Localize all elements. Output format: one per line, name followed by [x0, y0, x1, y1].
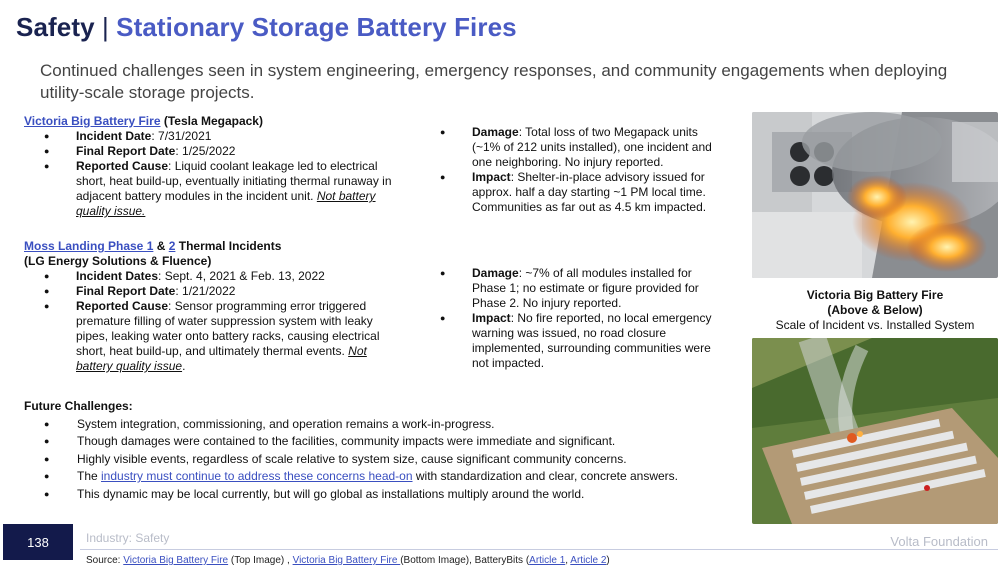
page-title [16, 12, 517, 43]
source-line: Source: Victoria Big Battery Fire (Top Image) , Victoria Big Battery Fire (Bottom Image), BatteryBits (Article 1, Article 2) [86, 555, 610, 566]
victoria-report-date: ● Final Report Date: 1/25/2022 [24, 144, 404, 159]
victoria-incident-date: ● Incident Date: 7/31/2021 [24, 129, 404, 144]
future-challenges [24, 398, 724, 503]
brand-label: Volta Foundation [890, 534, 988, 549]
source-link-2[interactable]: Victoria Big Battery Fire [292, 555, 401, 566]
victoria-details [24, 114, 404, 219]
moss-incident-dates: ● Incident Dates: Sept. 4, 2021 & Feb. 13, 2022 [24, 269, 404, 284]
title-part1: Safety [16, 12, 95, 42]
section-label: Industry: Safety [86, 531, 170, 545]
future-item: ● System integration, commissioning, and operation remains a work-in-progress. [24, 416, 724, 434]
future-item: ● Highly visible events, regardless of scale relative to system size, cause significant community concerns. [24, 451, 724, 469]
moss-report-date: ● Final Report Date: 1/21/2022 [24, 284, 404, 299]
moss-cause: ● Reported Cause: Sensor programming error triggered premature filling of water suppression system with leaky pipes, leaking water onto battery racks, causing electrical short, heat build-up, and ultimately thermal events. Not battery quality issue. [24, 299, 404, 374]
future-item: ● The industry must continue to address these concerns head-on with standardization and clear, concrete answers. [24, 468, 724, 486]
footer-divider [80, 549, 998, 550]
moss-impact-item: ● Impact: No fire reported, no local emergency warning was issued, no road closure implemented, surrounding communities were not impacted. [420, 311, 725, 371]
source-link-article2[interactable]: Article 2 [570, 555, 607, 566]
moss-details [24, 239, 404, 374]
moss-phase1-link[interactable]: Moss Landing Phase 1 [24, 239, 154, 253]
subtitle: Continued challenges seen in system engineering, emergency responses, and community engagements when deploying utility-scale storage projects. [40, 61, 948, 102]
victoria-damage: ● Damage: Total loss of two Megapack units (~1% of 212 units installed), one incident and one neighboring. No injury reported. [420, 125, 725, 170]
title-separator: | [94, 12, 117, 42]
victoria-link[interactable]: Victoria Big Battery Fire [24, 114, 161, 128]
fire-photo-top [752, 112, 998, 278]
moss-heading: Moss Landing Phase 1 & 2 Thermal Incidents [24, 239, 282, 253]
future-item: ● This dynamic may be local currently, but will go global as installations multiply around the world. [24, 486, 724, 504]
future-item: ● Though damages were contained to the facilities, community impacts were immediate and significant. [24, 433, 724, 451]
industry-concerns-link[interactable]: industry must continue to address these concerns head-on [101, 469, 413, 483]
victoria-impact [420, 125, 725, 215]
fire-photo-bottom [752, 338, 998, 524]
moss-impact [420, 266, 725, 371]
moss-damage: ● Damage: ~7% of all modules installed for Phase 1; no estimate or figure provided for Phase 2. No injury reported. [420, 266, 725, 311]
moss-subheading: (LG Energy Solutions & Fluence) [24, 254, 212, 268]
title-part2: Stationary Storage Battery Fires [116, 12, 517, 42]
moss-phase2-link[interactable]: 2 [168, 239, 176, 253]
victoria-heading: Victoria Big Battery Fire (Tesla Megapack) [24, 114, 263, 128]
source-link-1[interactable]: Victoria Big Battery Fire [123, 555, 229, 566]
victoria-impact-item: ● Impact: Shelter-in-place advisory issued for approx. half a day starting ~1 PM local time. Communities as far out as 4.5 km impacted. [420, 170, 725, 215]
photo-caption: Victoria Big Battery Fire (Above & Below) Scale of Incident vs. Installed System [775, 288, 975, 332]
source-link-article1[interactable]: Article 1 [529, 555, 566, 566]
page-number: 138 [3, 524, 73, 560]
future-heading: Future Challenges: [24, 399, 133, 413]
victoria-cause: ● Reported Cause: Liquid coolant leakage led to electrical short, heat build-up, eventually initiating thermal runaway in adjacent battery modules in the incident unit. Not battery quality issue. [24, 159, 404, 219]
